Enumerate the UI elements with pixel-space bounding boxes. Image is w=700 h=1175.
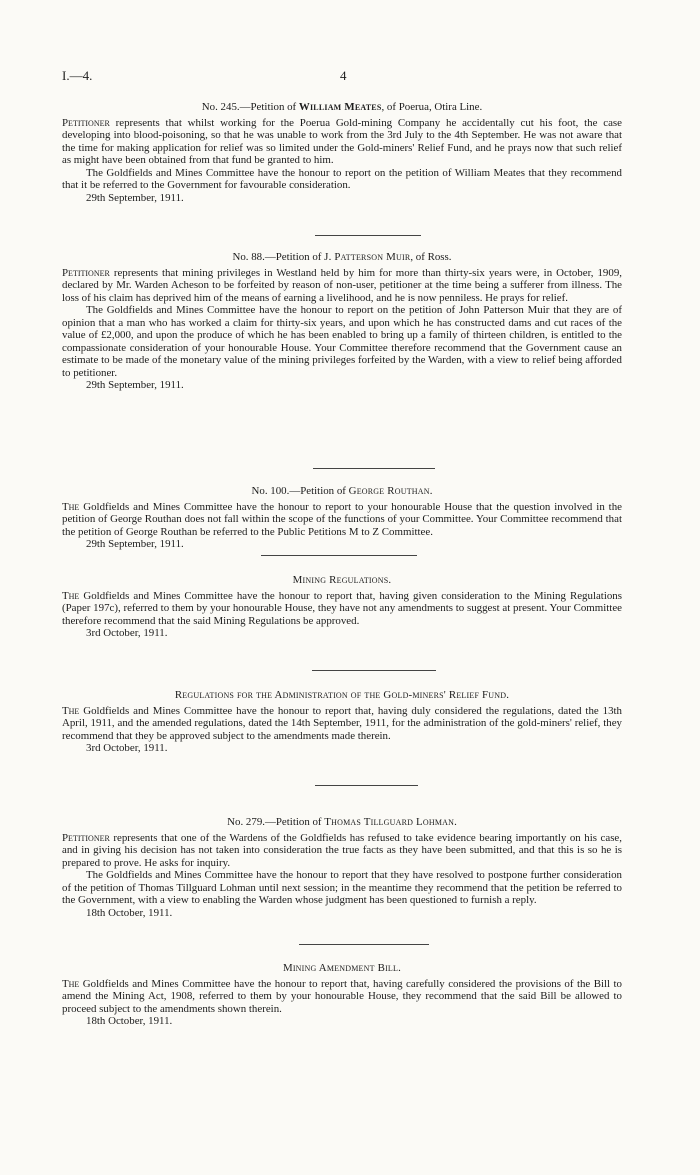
committee-report <box>62 590 622 628</box>
section-divider <box>261 555 417 556</box>
paragraph-text: represents that mining privileges in Westland held by him for more than thirty-six years were, in October, 1909, declared by Mr. Warden Acheson to be forfeited by reason of non-user, petitioner at the time being a sufferer from illness. The loss of his claim has deprived him of the means of earning a livelihood, and he is now penniless. He prays for relief. <box>62 266 622 304</box>
petitioner-name: J. Patterson Muir <box>324 251 411 263</box>
petition-paragraph <box>62 832 622 870</box>
report-date: 29th September, 1911. <box>86 538 184 551</box>
petitioner-name: Thomas Tillguard Lohman <box>324 816 455 828</box>
committee-report <box>62 705 622 743</box>
petitioner-name: George Routhan <box>348 485 430 497</box>
committee-report: The Goldfields and Mines Committee have the honour to report that they have resolved to postpone further consideration of the petition of Thomas Tillguard Lohman until next session; in the meantime they recommend that the petition be referred to the Government, with a view to enabling the Warden whose judgment has been questioned to furnish a reply. <box>62 869 622 907</box>
report-date: 29th September, 1911. <box>86 379 184 392</box>
heading-title: Mining Amendment Bill. <box>282 962 402 974</box>
paragraph-text: represents that whilst working for the Poerua Gold-mining Company he accidentally cut his foot, the case developing into blood-poisoning, so that he was unable to work from the 3rd July to the 4th September. He was not aware that the time for making application for relief was so limited under the Gold-miners' Relief Fund, and he prays now that such relief as might have been obtained from that fund be granted to him. <box>62 116 622 167</box>
section-divider <box>313 468 435 469</box>
lead-word: Petitioner <box>62 116 110 129</box>
heading-suffix: , of Ross. <box>410 251 452 263</box>
section-heading <box>62 574 622 587</box>
paragraph-text: Goldfields and Mines Committee have the honour to report to your honourable House that the question involved in the petition of George Routhan does not fall within the scope of the functions of your Committee. Your Committee recommend that the petition of George Routhan be referred to the Public Petitions M to Z Committee. <box>62 500 622 538</box>
report-date: 3rd October, 1911. <box>86 627 168 640</box>
paragraph-text: Goldfields and Mines Committee have the honour to report that, having duly considered the regulations, dated the 13th April, 1911, and the amended regulations, dated the 14th September, 1911, for the administration of the gold-miners' relief, they recommend that they be approved subject to the amendments made therein. <box>62 704 622 742</box>
page-header <box>62 68 622 86</box>
section-divider <box>312 670 436 671</box>
section-heading <box>62 962 622 975</box>
committee-report <box>62 501 622 539</box>
page-number: 4 <box>340 68 347 83</box>
lead-word: Petitioner <box>62 266 110 279</box>
report-date: 18th October, 1911. <box>86 906 173 919</box>
committee-report: The Goldfields and Mines Committee have the honour to report on the petition of William Meates that they recommend that it be referred to the Government for favourable consideration. <box>62 166 622 192</box>
petition-section-100 <box>62 485 622 551</box>
section-divider <box>315 235 421 236</box>
report-date: 18th October, 1911. <box>86 1015 173 1028</box>
heading-prefix: No. 100.—Petition of <box>251 485 349 497</box>
heading-prefix: No. 245.—Petition of <box>201 101 299 113</box>
heading-suffix: . <box>454 816 457 828</box>
mining-amendment-bill-section <box>62 962 622 1028</box>
petition-paragraph <box>62 117 622 167</box>
heading-title: Mining Regulations. <box>292 574 392 586</box>
report-date: 3rd October, 1911. <box>86 742 168 755</box>
section-heading <box>62 251 622 264</box>
petition-paragraph <box>62 267 622 305</box>
lead-word: Petitioner <box>62 831 110 844</box>
paragraph-text: Goldfields and Mines Committee have the honour to report that, having given consideration to the Mining Regulations (Paper 197c), referred to them by your honourable House, they have not any amendments to suggest at present. Your Committee therefore recommend that the said Mining Regulations be approved. <box>62 589 622 627</box>
lead-word: The <box>62 500 80 513</box>
heading-suffix: . <box>429 485 433 497</box>
heading-prefix: No. 88.—Petition of <box>232 251 325 263</box>
section-heading <box>62 816 622 829</box>
section-divider <box>315 785 418 786</box>
mining-regulations-section <box>62 574 622 640</box>
heading-prefix: No. 279.—Petition of <box>227 816 325 828</box>
petition-section-245 <box>62 101 622 204</box>
paragraph-text: Goldfields and Mines Committee have the honour to report that, having carefully considered the provisions of the Bill to amend the Mining Act, 1908, referred to them by your honourable House, they recommend that the said Bill be allowed to proceed subject to the amendments shown therein. <box>62 977 622 1015</box>
petition-section-88 <box>62 251 622 392</box>
committee-report: The Goldfields and Mines Committee have the honour to report on the petition of John Patterson Muir that they are of opinion that a man who has worked a claim for thirty-six years, and upon which he has constructed dams and cut races of the value of £2,000, and upon the produce of which he has been enabled to bring up a family of thirteen children, is entitled to the compassionate consideration of your honourable House. Your Committee therefore recommend that the Government cause an estimate to be made of the monetary value of the mining privileges forfeited by the Warden, with a view to relief being afforded to petitioner. <box>62 304 622 379</box>
section-heading <box>62 485 622 498</box>
petition-section-279 <box>62 816 622 919</box>
committee-report <box>62 978 622 1016</box>
heading-title: Regulations for the Administration of the Gold-miners' Relief Fund. <box>174 689 510 701</box>
section-heading <box>62 101 622 114</box>
lead-word: The <box>62 704 80 717</box>
section-heading <box>62 689 622 702</box>
petitioner-name: William Meates <box>298 101 382 113</box>
lead-word: The <box>62 589 80 602</box>
report-date: 29th September, 1911. <box>86 191 184 204</box>
heading-suffix: , of Poerua, Otira Line. <box>381 101 483 113</box>
relief-fund-regulations-section <box>62 689 622 755</box>
document-reference: I.—4. <box>62 68 93 83</box>
lead-word: The <box>62 977 80 990</box>
paragraph-text: represents that one of the Wardens of the Goldfields has refused to take evidence bearing importantly on his case, and in giving his decision has not taken into consideration the true facts as they have been submitted, and that this is so he is prepared to prove. He asks for inquiry. <box>62 831 622 869</box>
section-divider <box>299 944 429 945</box>
